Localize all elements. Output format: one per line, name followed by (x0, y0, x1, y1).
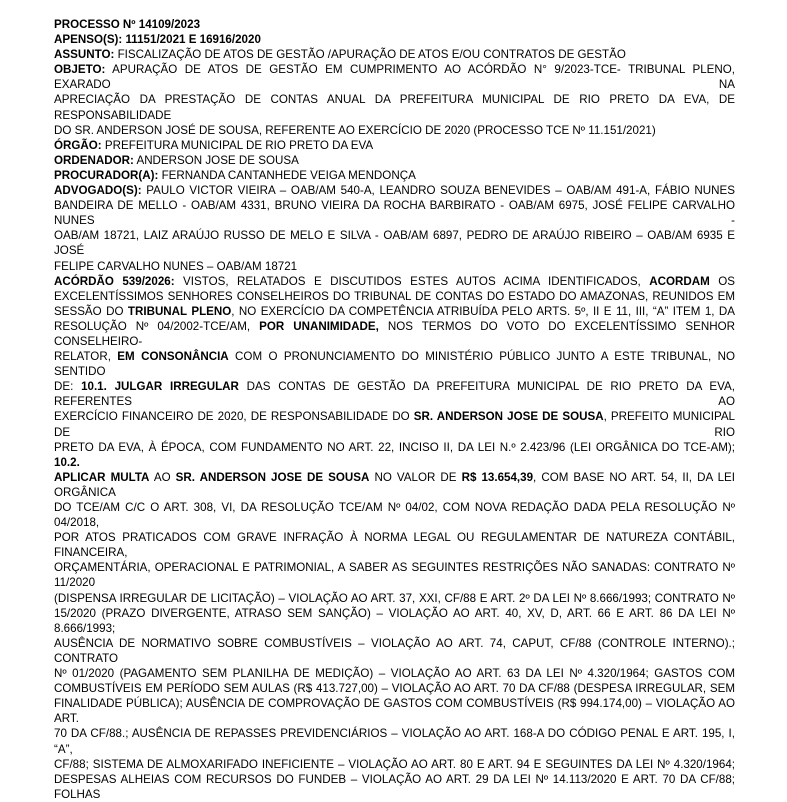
text-segment: Nº 01/2020 (PAGAMENTO SEM PLANILHA DE MEDIÇÃO) – VIOLAÇÃO AO ART. 63 DA LEI Nº 4.320/1964; GASTOS COM (54, 667, 735, 681)
text-line (54, 696, 735, 726)
text-segment: RELATOR, (54, 350, 118, 364)
text-segment: ANDERSON JOSE DE SOUSA (133, 153, 299, 167)
text-segment: , COM BASE NO ART. 54, II, DA LEI ORGÂNICA (54, 470, 736, 499)
text-segment: DO SR. ANDERSON JOSÉ DE SOUSA, REFERENTE AO EXERCÍCIO DE 2020 (PROCESSO TCE Nº 11.151/2021) (54, 123, 656, 137)
text-line (54, 32, 735, 47)
bold-text: ORDENADOR: (54, 153, 134, 167)
text-segment: PAULO VICTOR VIEIRA – OAB/AM 540-A, LEANDRO SOUZA BENEVIDES – OAB/AM 491-A, FÁBIO NUNES (141, 184, 735, 198)
text-segment: NOS TERMOS DO VOTO DO EXCELENTÍSSIMO SENHOR CONSELHEIRO- (54, 319, 735, 348)
text-segment: DE: (54, 380, 82, 394)
text-line (54, 304, 735, 319)
text-line (54, 183, 735, 198)
text-line (54, 47, 735, 62)
text-line (54, 409, 735, 439)
text-segment: DESPESAS ALHEIAS COM RECURSOS DO FUNDEB – VIOLAÇÃO AO ART. 29 DA LEI Nº 14.113/2020 E ART. 70 DA CF/88; FOLHAS (54, 772, 735, 801)
bold-text: SR. ANDERSON JOSE DE SOUSA (175, 470, 370, 484)
bold-text: APLICAR MULTA (54, 470, 150, 484)
text-segment: , NO EXERCÍCIO DA COMPETÊNCIA ATRIBUÍDA PELO ARTS. 5º, II E 11, III, “A” ITEM 1, DA (231, 304, 736, 318)
text-segment: FINALIDADE PÚBLICA); AUSÊNCIA DE COMPROVAÇÃO DE GASTOS COM COMBUSTÍVEIS (R$ 994.174,00) – VIOLAÇÃO AO ART. (54, 697, 735, 726)
bold-text: APENSO(S): 11151/2021 E 16916/2020 (54, 33, 261, 47)
text-segment: OS (709, 274, 735, 288)
text-segment: PRETO DA EVA, À ÉPOCA, COM FUNDAMENTO NO ART. 22, INCISO II, DA LEI N.º 2.423/96 (LEI ORGÂNICA DO TCE-AM); (54, 440, 735, 454)
bold-text: ADVOGADO(S): (54, 184, 142, 198)
text-line (54, 123, 735, 138)
text-segment: PREFEITURA MUNICIPAL DE RIO PRETO DA EVA (101, 138, 374, 152)
text-segment: APRECIAÇÃO DA PRESTAÇÃO DE CONTAS ANUAL DA PREFEITURA MUNICIPAL DE RIO PRETO DA EVA, DE RESPONSABILIDADE (54, 93, 735, 122)
text-line (54, 62, 735, 92)
text-segment: NO VALOR DE (369, 470, 462, 484)
bold-text: POR UNANIMIDADE, (259, 319, 379, 333)
text-segment: 15/2020 (PRAZO DIVERGENTE, ATRASO SEM SANÇÃO) – VIOLAÇÃO AO ART. 40, XV, D, ART. 66 E ART. 86 DA LEI Nº 8.666/1993; (54, 606, 735, 635)
bold-text: ACORDAM (649, 274, 710, 288)
document-text (54, 17, 735, 802)
text-line (54, 636, 735, 666)
text-line (54, 168, 735, 183)
text-line (54, 259, 735, 274)
text-segment: BANDEIRA DE MELLO - OAB/AM 4331, BRUNO VIEIRA DA ROCHA BARBIRATO - OAB/AM 6975, JOSÉ FELIPE CARVALHO NUNES - (54, 199, 735, 228)
text-segment: VISTOS, RELATADOS E DISCUTIDOS ESTES AUTOS ACIMA IDENTIFICADOS, (174, 274, 650, 288)
text-segment: FERNANDA CANTANHEDE VEIGA MENDONÇA (158, 168, 416, 182)
text-segment: EXERCÍCIO FINANCEIRO DE 2020, DE RESPONSABILIDADE DO (54, 410, 414, 424)
text-line (54, 606, 735, 636)
text-segment: AUSÊNCIA DE NORMATIVO SOBRE COMBUSTÍVEIS – VIOLAÇÃO AO ART. 74, CAPUT, CF/88 (CONTROLE INTERNO).; CONTRATO (54, 636, 735, 665)
text-segment: AO (149, 470, 176, 484)
text-line (54, 726, 735, 756)
text-segment: SESSÃO DO (54, 304, 128, 318)
bold-text: PROCESSO Nº 14109/2023 (54, 18, 201, 31)
bold-text: TRIBUNAL PLENO (127, 304, 232, 318)
bold-text: OBJETO: (54, 63, 106, 77)
text-segment: RESOLUÇÃO Nº 04/2002-TCE/AM, (54, 319, 260, 333)
text-line (54, 772, 735, 802)
text-line (54, 440, 735, 470)
text-line (54, 379, 735, 409)
text-segment: ORÇAMENTÁRIA, OPERACIONAL E PATRIMONIAL, A SABER AS SEGUINTES RESTRIÇÕES NÃO SANADAS: CONTRATO Nº 11/2020 (54, 561, 735, 590)
bold-text: PROCURADOR(A): (54, 168, 159, 182)
text-segment: , PREFEITO MUNICIPAL DE RIO (54, 410, 735, 439)
text-line (54, 470, 735, 500)
text-segment: EXCELENTÍSSIMOS SENHORES CONSELHEIROS DO TRIBUNAL DE CONTAS DO ESTADO DO AMAZONAS, REUNIDOS EM (54, 289, 735, 303)
text-line (54, 681, 735, 696)
bold-text: ASSUNTO: (54, 48, 115, 62)
text-line (54, 138, 735, 153)
text-segment: DO TCE/AM C/C O ART. 308, VI, DA RESOLUÇÃO TCE/AM Nº 04/02, COM NOVA REDAÇÃO DADA PELA RESOLUÇÃO Nº 04/2018, (54, 501, 735, 530)
text-segment: 70 DA CF/88.; AUSÊNCIA DE REPASSES PREVIDENCIÁRIOS – VIOLAÇÃO AO ART. 168-A DO CÓDIGO PENAL E ART. 195, I, “A”, (54, 727, 735, 756)
text-line (54, 228, 735, 258)
text-line (54, 92, 735, 122)
text-segment: APURAÇÃO DE ATOS DE GESTÃO EM CUMPRIMENTO AO ACÓRDÃO N° 9/2023-TCE- TRIBUNAL PLENO, EXARADO NA (54, 63, 735, 92)
text-segment: (DISPENSA IRREGULAR DE LICITAÇÃO) – VIOLAÇÃO AO ART. 37, XXI, CF/88 E ART. 2º DA LEI Nº 8.666/1993; CONTRATO Nº (54, 591, 735, 605)
bold-text: 10.2. (54, 455, 80, 469)
text-line (54, 591, 735, 606)
bold-text: ÓRGÃO: (54, 138, 102, 152)
text-line (54, 560, 735, 590)
bold-text: SR. ANDERSON JOSE DE SOUSA (413, 410, 604, 424)
text-segment: FELIPE CARVALHO NUNES – OAB/AM 18721 (54, 259, 298, 273)
bold-text: 10.1. JULGAR IRREGULAR (81, 380, 239, 394)
bold-text: EM CONSONÂNCIA (117, 350, 229, 364)
text-segment: FISCALIZAÇÃO DE ATOS DE GESTÃO /APURAÇÃO DE ATOS E/OU CONTRATOS DE GESTÃO (114, 48, 626, 62)
text-line (54, 198, 735, 228)
text-line (54, 274, 735, 289)
text-line (54, 319, 735, 349)
text-line (54, 757, 735, 772)
text-line (54, 289, 735, 304)
text-segment: COM O PRONUNCIAMENTO DO MINISTÉRIO PÚBLICO JUNTO A ESTE TRIBUNAL, NO SENTIDO (54, 350, 735, 379)
bold-text: R$ 13.654,39 (461, 470, 534, 484)
text-segment: COMBUSTÍVEIS EM PERÍODO SEM AULAS (R$ 413.727,00) – VIOLAÇÃO AO ART. 70 DA CF/88 (DESPESA IRREGULAR, SEM (54, 682, 735, 696)
text-segment: CF/88; SISTEMA DE ALMOXARIFADO INEFICIENTE – VIOLAÇÃO AO ART. 80 E ART. 94 E SEGUINTES DA LEI Nº 4.320/1964; (54, 757, 735, 771)
text-line (54, 349, 735, 379)
text-line (54, 17, 735, 32)
text-segment: DAS CONTAS DE GESTÃO DA PREFEITURA MUNICIPAL DE RIO PRETO DA EVA, REFERENTES AO (54, 380, 735, 409)
text-segment: POR ATOS PRATICADOS COM GRAVE INFRAÇÃO À NORMA LEGAL OU REGULAMENTAR DE NATUREZA CONTÁBIL, FINANCEIRA, (54, 531, 735, 560)
bold-text: ACÓRDÃO 539/2026: (54, 274, 175, 288)
text-line (54, 666, 735, 681)
text-segment: OAB/AM 18721, LAIZ ARAÚJO RUSSO DE MELO E SILVA - OAB/AM 6897, PEDRO DE ARAÚJO RIBEIRO – OAB/AM 6935 E JOSÉ (54, 229, 735, 258)
text-line (54, 500, 735, 530)
text-line (54, 153, 735, 168)
